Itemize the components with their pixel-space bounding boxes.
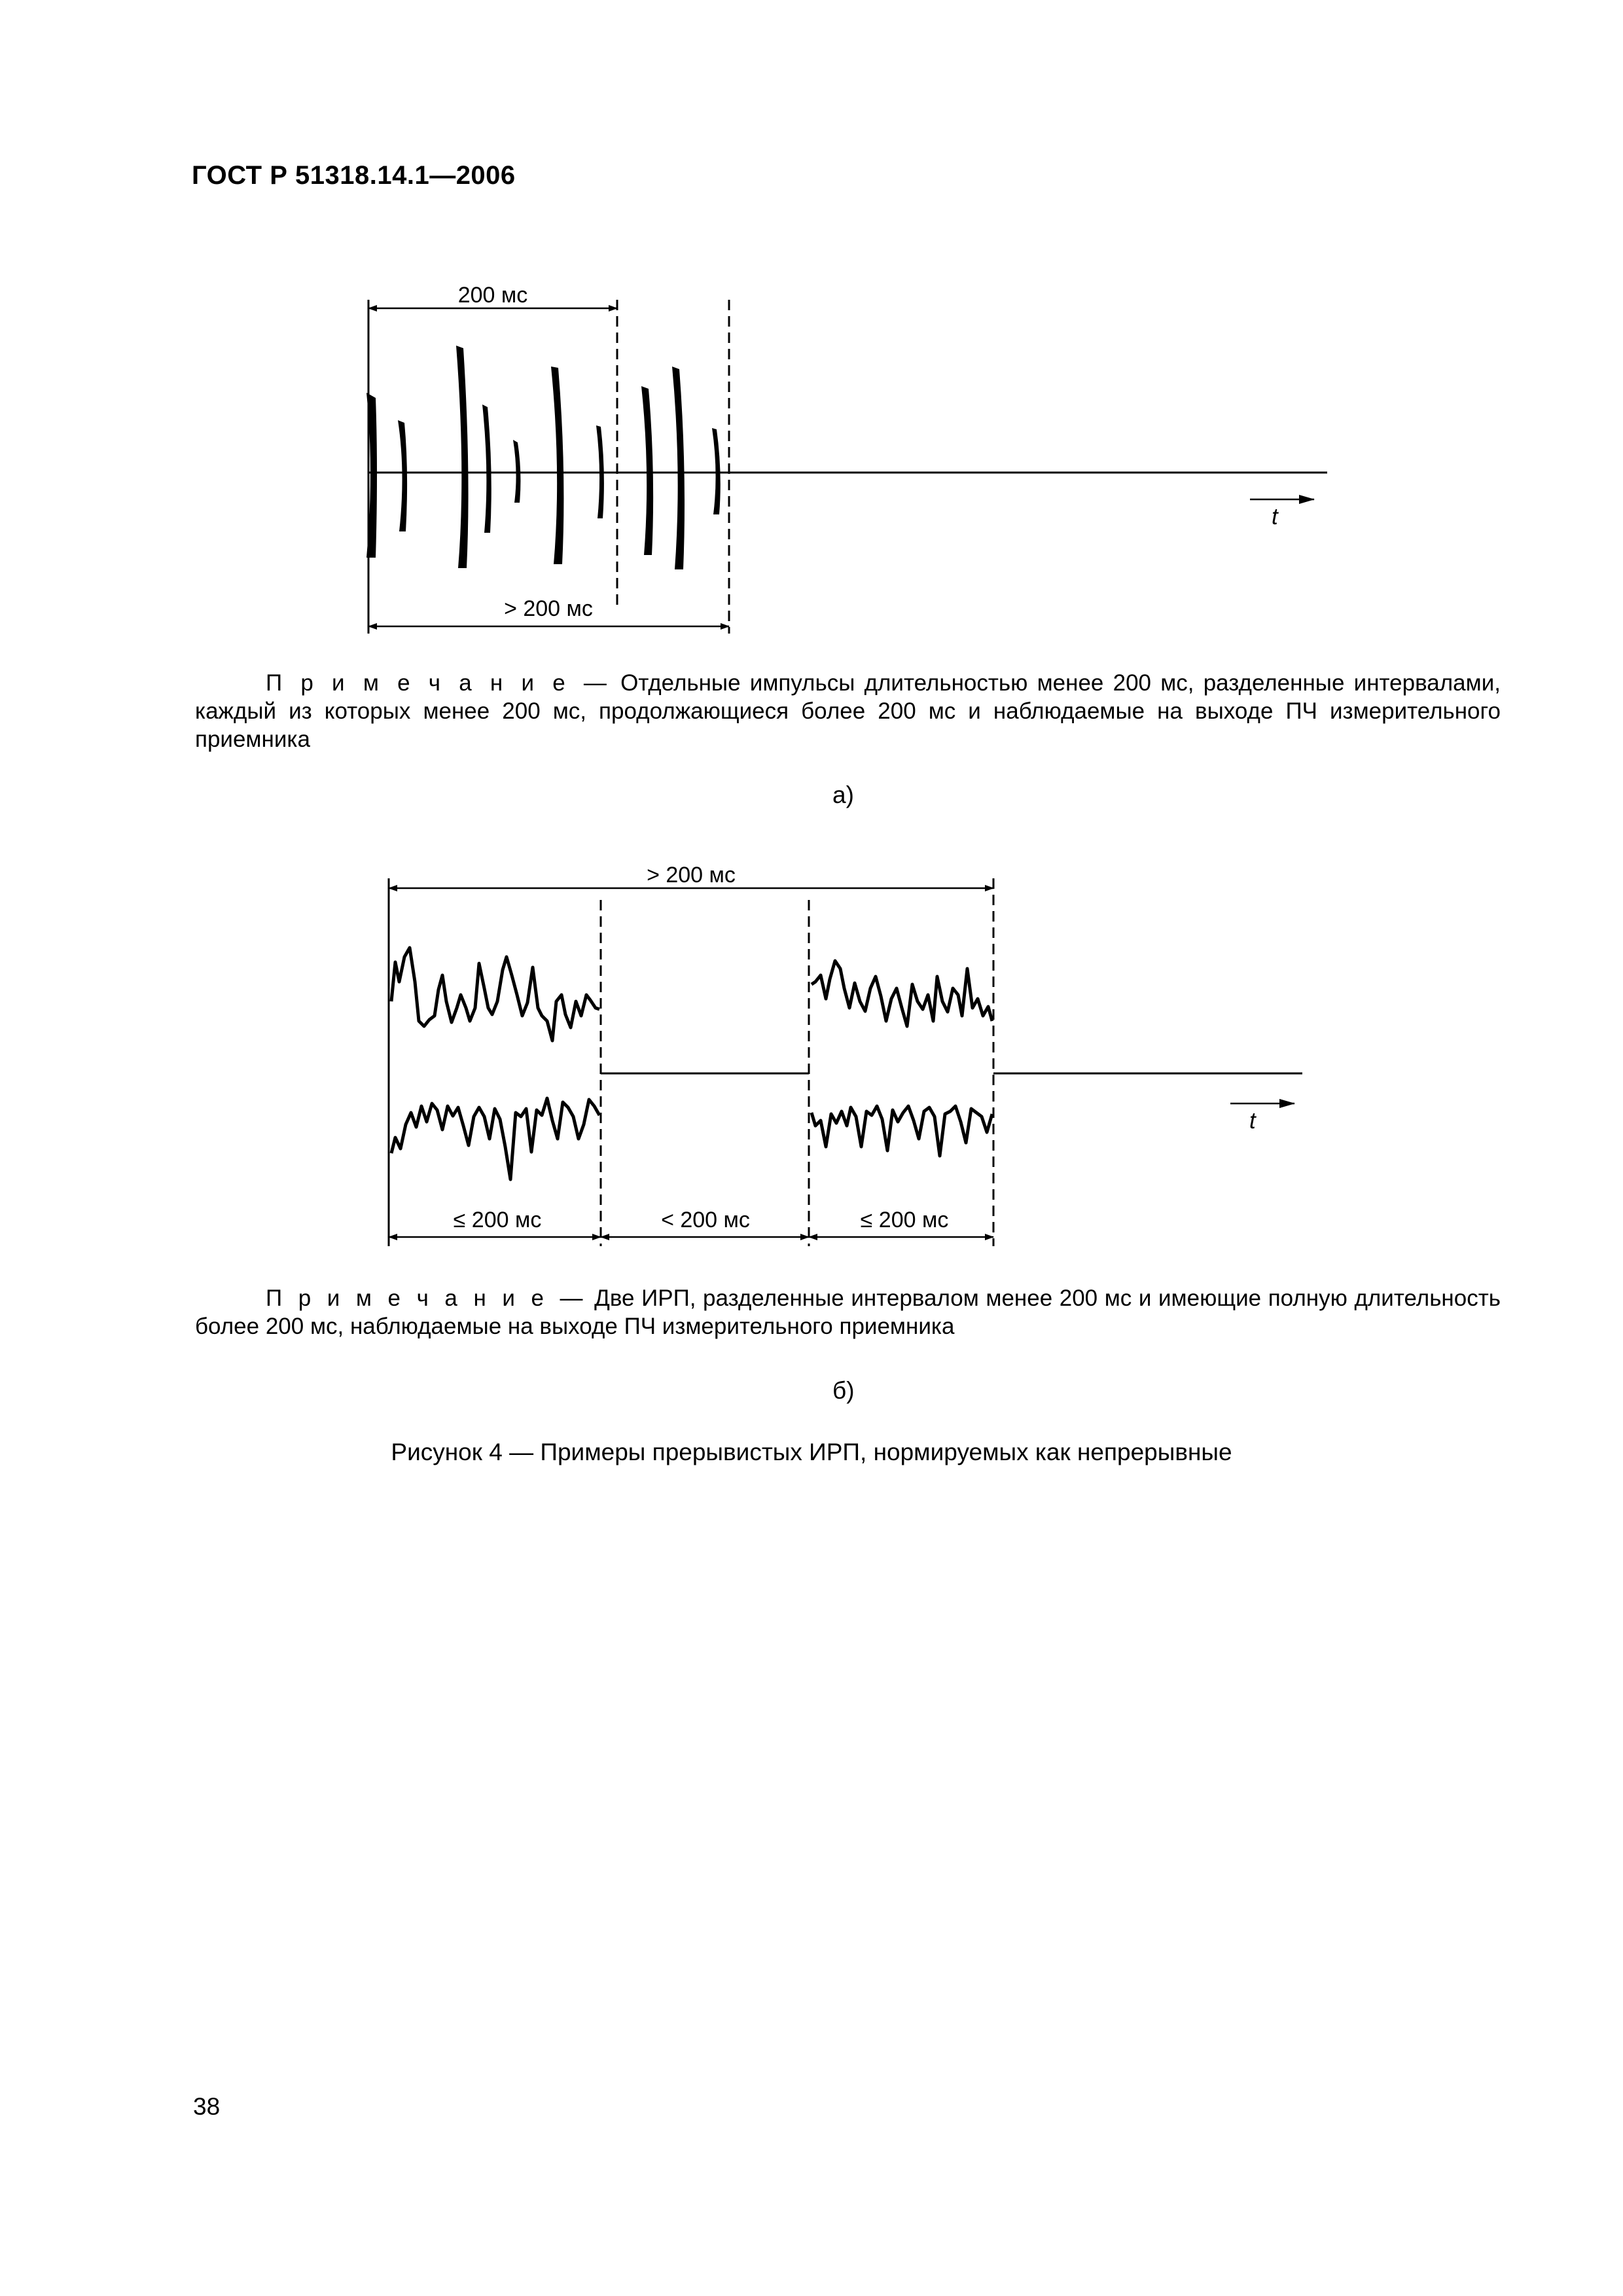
pulse [398, 420, 407, 531]
pulse [551, 367, 563, 564]
document-header: ГОСТ Р 51318.14.1—2006 [192, 161, 516, 190]
fig-a-axis-label: t [1272, 504, 1278, 529]
fig-b-seg-label-2: < 200 мс [661, 1208, 750, 1232]
fig-b-burst1-upper [391, 948, 599, 1041]
fig-b-seg-label-3: ≤ 200 мс [860, 1208, 949, 1232]
figure-a [366, 283, 1327, 634]
fig-b-burst2-upper [812, 961, 992, 1026]
note-prefix: П р и м е ч а н и е — [266, 670, 611, 696]
pulse [641, 386, 653, 555]
page-number: 38 [193, 2093, 221, 2120]
pulse [712, 428, 721, 514]
fig-a-bottom-label: > 200 мс [504, 596, 593, 621]
pulse [672, 367, 685, 569]
fig-b-burst1-lower [391, 1098, 599, 1179]
fig-a-sublabel: а) [832, 781, 854, 808]
fig-b-top-label: > 200 мс [647, 863, 736, 888]
pulse [456, 346, 469, 568]
figure-caption: Рисунок 4 — Примеры прерывистых ИРП, нормируемых как непрерывные [391, 1439, 1232, 1465]
fig-b-sublabel: б) [832, 1377, 855, 1404]
note-text: Отдельные импульсы длительностью менее 200 мс, разделенные интервалами, каждый из которых менее 200 мс, продолжающиеся более 200 мс и наблюдаемые на выходе ПЧ измерительного приемника [195, 670, 1501, 752]
note-prefix: П р и м е ч а н и е — [266, 1285, 588, 1311]
fig-a-pulses [366, 346, 721, 569]
fig-b-note [195, 1284, 1501, 1340]
note-text: Две ИРП, разделенные интервалом менее 200 мс и имеющие полную длительность более 200 мс, наблюдаемые на выходе ПЧ измерительного приемника [195, 1285, 1501, 1339]
pulse [513, 440, 520, 503]
fig-a-top-label: 200 мс [457, 283, 528, 308]
fig-b-axis-label: t [1249, 1108, 1256, 1134]
figure-b [389, 863, 1302, 1246]
fig-b-seg-label-1: ≤ 200 мс [453, 1208, 542, 1232]
fig-b-burst2-lower [812, 1106, 992, 1156]
fig-a-note [195, 669, 1501, 753]
pulse [482, 404, 491, 533]
